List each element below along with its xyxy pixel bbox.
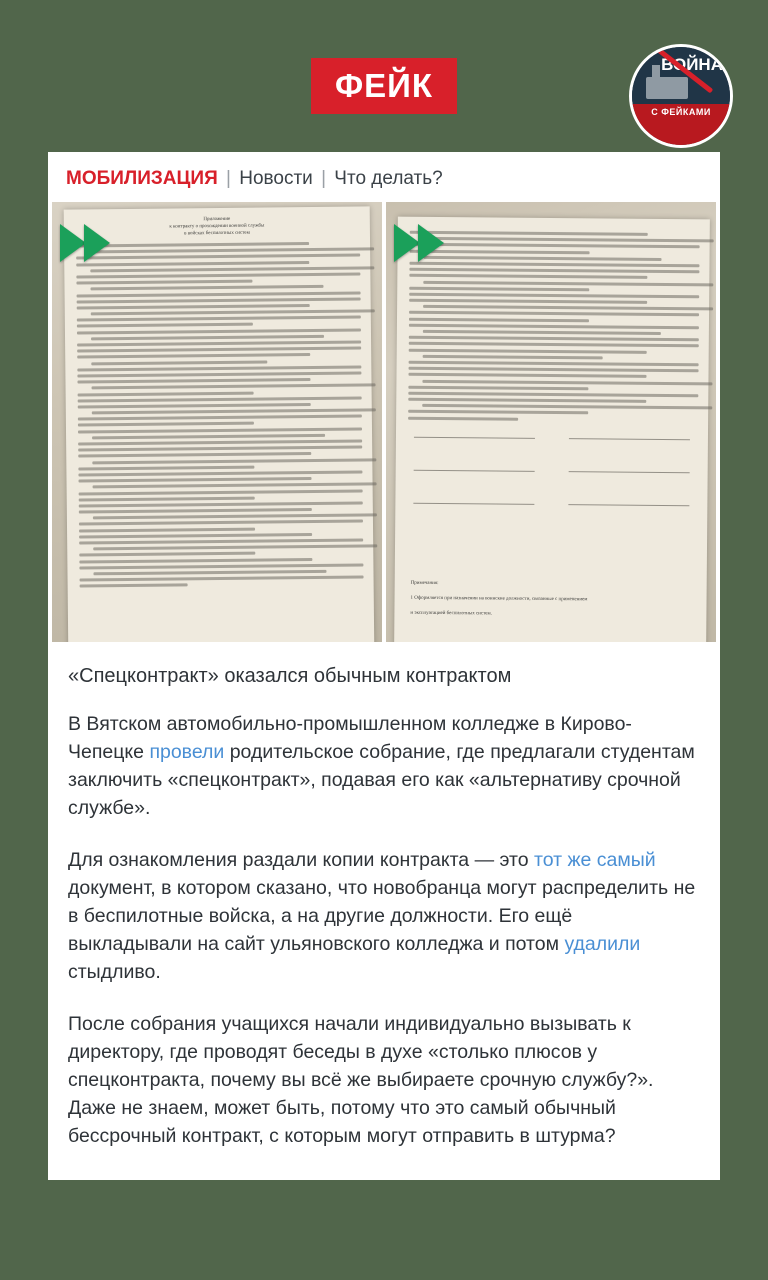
header-separator-2: | [321, 168, 327, 189]
doc-title-left-line1: Приложение [203, 216, 231, 223]
date-line-left [413, 493, 535, 505]
post-body [48, 642, 720, 1180]
doc-note-line1: Примечания: [410, 580, 439, 587]
fake-badge-label: ФЕЙК [334, 67, 434, 104]
signature-row-1 [414, 427, 690, 440]
doc-text-lines-right [408, 231, 700, 422]
doc-title-left-line3: в войсках беспилотных систем [184, 230, 250, 237]
link-udalili[interactable]: удалили [564, 933, 641, 955]
paragraph-1-part-3: родительское собрание, где предлагали студентам заключить «спецконтракт», подавая его как «альтернативу срочной службе». [68, 741, 695, 819]
header-category[interactable]: МОБИЛИЗАЦИЯ [66, 168, 218, 189]
post-paragraph-3: После собрания учащихся начали индивидуально вызывать к директору, где проводят беседы в духе «столько плюсов у спецконтракта, почему вы всё же выбираете срочную службу?». Даже не знаем, может быть, потому что это самый обычный бессрочный контракт, с которым могут отправить в штурма? [68, 1013, 654, 1147]
link-proveli[interactable]: провели [149, 741, 225, 763]
logo-word-top: ВОЙНА [661, 55, 723, 74]
paragraph-2-part-3: документ, в котором сказано, что новобранца могут распределить не в беспилотные войска, а на другие должности. Его ещё выкладывали на сайт ульяновского колледжа и потом [68, 877, 696, 955]
signature-line-right [569, 428, 691, 440]
top-banner [0, 28, 768, 138]
signature-line-right-2 [568, 461, 690, 473]
header-section-whattodo[interactable]: Что делать? [334, 168, 443, 189]
header-separator-1: | [226, 168, 231, 189]
contract-photo-right[interactable] [386, 202, 716, 642]
doc-title-left-line2: к контракту о прохождении военной службы [169, 223, 265, 230]
header-section-news[interactable]: Новости [239, 168, 313, 189]
signature-line-left-2 [414, 460, 536, 472]
photo-gallery [48, 202, 720, 642]
paragraph-2-part-1: Для ознакомления раздали копии контракта — это [68, 849, 534, 871]
doc-text-lines-left [76, 242, 364, 588]
document-sheet-right [394, 217, 710, 642]
logo-bottom-field [632, 104, 730, 145]
signature-row-2 [414, 460, 690, 473]
post-header [48, 152, 720, 202]
doc-note-line2: 1 Оформляется при назначении на воинские должности, связанные с применением [410, 595, 588, 603]
link-tot-zhe-samyi[interactable]: тот же самый [533, 849, 656, 871]
signature-line-left [414, 427, 536, 439]
signature-row-3 [413, 493, 689, 506]
doc-notes-right [410, 572, 690, 619]
post-lead: «Спецконтракт» оказался обычным контрактом [68, 665, 512, 687]
date-line-right [568, 494, 690, 506]
paragraph-2-part-5: стыдливо. [68, 961, 161, 983]
doc-note-line3: и эксплуатацией беспилотных систем. [410, 610, 492, 617]
war-on-fakes-logo [629, 44, 733, 148]
contract-photo-left[interactable] [52, 202, 382, 642]
document-sheet-left [64, 206, 375, 642]
post-paragraph-1 [68, 710, 700, 822]
fake-badge [311, 58, 457, 114]
signature-area [413, 427, 690, 528]
post-card [48, 152, 720, 1180]
logo-word-bottom: С ФЕЙКАМИ [651, 106, 711, 117]
paragraph-1-part-1: В Вятском автомобильно-промышленном колледже в Кирово-Чепецке [68, 713, 632, 763]
weapon-icon [646, 77, 688, 99]
post-paragraph-2 [68, 846, 700, 986]
